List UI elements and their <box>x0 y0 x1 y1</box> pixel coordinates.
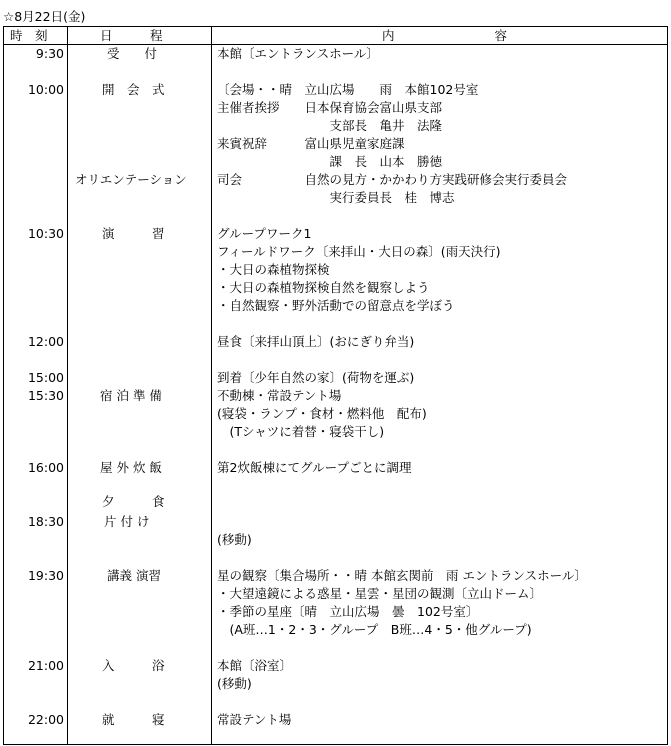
content-line: ・大望遠鏡による惑星・星雲・星団の観測〔立山ドーム〕 <box>217 586 543 601</box>
program-cell: 受 付 <box>107 46 158 61</box>
time-cell: 22:00 <box>27 712 64 727</box>
time-cell: 21:00 <box>27 658 64 673</box>
program-cell: 入 浴 <box>102 658 165 673</box>
content-line: グループワーク1 <box>217 226 312 241</box>
content-line: 不動棟・常設テント場 <box>217 388 342 403</box>
program-cell: 就 寝 <box>102 712 165 727</box>
column-divider <box>67 27 68 744</box>
program-cell: 開 会 式 <box>102 82 165 97</box>
content-line: フィールドワーク〔来拝山・大日の森〕(雨天決行) <box>217 244 501 259</box>
content-line: 実行委員長 桂 博志 <box>217 190 455 205</box>
time-cell: 9:30 <box>35 46 64 61</box>
time-cell: 15:00 <box>27 370 64 385</box>
date-title: ☆8月22日(金) <box>3 9 86 24</box>
content-line: (A班…1・2・3・グループ B班…4・5・他グループ) <box>217 622 532 637</box>
content-line: 本館〔浴室〕 <box>217 658 293 673</box>
content-line: (移動) <box>217 532 252 547</box>
program-cell: 夕 食 <box>102 494 165 509</box>
header-content: 内 容 <box>382 28 508 43</box>
content-line: 常設テント場 <box>217 712 292 727</box>
content-line: 第2炊飯棟にてグループごとに調理 <box>217 460 412 475</box>
content-line: 支部長 亀井 法隆 <box>217 118 443 133</box>
content-line: 本館〔エントランスホール〕 <box>217 46 379 61</box>
content-line: ・自然観察・野外活動での留意点を学ぼう <box>217 298 455 313</box>
content-line: 司会 自然の見方・かかわり方実践研修会実行委員会 <box>217 172 568 187</box>
table-header <box>4 27 667 45</box>
content-line: 来賓祝辞 富山県児童家庭課 <box>217 136 405 151</box>
content-line: 主催者挨拶 日本保育協会富山県支部 <box>217 100 443 115</box>
content-line: 課 長 山本 勝徳 <box>217 154 443 169</box>
column-divider <box>211 27 212 744</box>
content-line: ・大日の森植物探検自然を観察しよう <box>217 280 430 295</box>
header-program: 日 程 <box>100 28 163 43</box>
header-time: 時 刻 <box>10 28 48 43</box>
time-cell: 16:00 <box>27 460 64 475</box>
program-cell: 屋 外 炊 飯 <box>100 460 162 475</box>
time-cell: 10:00 <box>27 82 64 97</box>
content-line: 〔会場・・晴 立山広場 雨 本館102号室 <box>217 82 479 97</box>
content-line: 到着〔少年自然の家〕(荷物を運ぶ) <box>217 370 415 385</box>
program-cell: 宿 泊 準 備 <box>100 388 162 403</box>
content-line: (寝袋・ランプ・食材・燃料他 配布) <box>217 406 427 421</box>
content-line: ・季節の星座〔晴 立山広場 曇 102号室〕 <box>217 604 479 619</box>
content-line: (Tシャツに着替・寝袋干し) <box>217 424 385 439</box>
program-cell: 演 習 <box>102 226 165 241</box>
program-cell: オリエンテーション <box>75 172 187 187</box>
content-line: 星の観察〔集合場所・・晴 本館玄関前 雨 エントランスホール〕 <box>217 568 587 583</box>
time-cell: 12:00 <box>27 334 64 349</box>
program-cell: 片 付 け <box>104 514 150 529</box>
time-cell: 15:30 <box>27 388 64 403</box>
schedule-table <box>3 26 668 745</box>
program-cell: 講義 演習 <box>107 568 161 583</box>
time-cell: 19:30 <box>27 568 64 583</box>
content-line: (移動) <box>217 676 252 691</box>
time-cell: 10:30 <box>27 226 64 241</box>
content-line: ・大日の森植物探検 <box>217 262 330 277</box>
content-line: 昼食〔来拝山頂上〕(おにぎり弁当) <box>217 334 415 349</box>
time-cell: 18:30 <box>27 514 64 529</box>
